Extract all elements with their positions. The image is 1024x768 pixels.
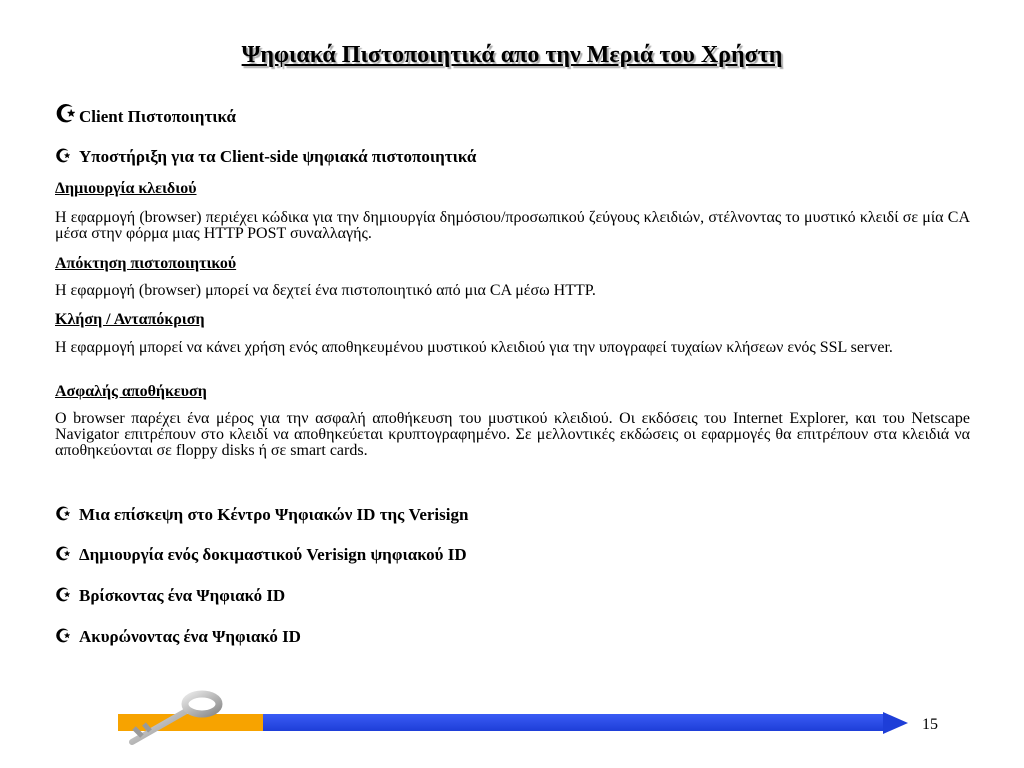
section-text-secure-storage: Ο browser παρέχει ένα μέρος για την ασφαλή αποθήκευση του μυστικού κλειδιού. Οι εκδόσεις του Internet Explorer, και του Netscape Navigator επιτρέπουν στο κλειδί να αποθηκεύεται κρυπτογραφημένο. Σε μελλοντικές εκδώσεις οι εφαρμογές θα επιτρέπουν στα κλειδιά να αποθηκεύονται σε floppy disks ή σε smart cards. <box>55 410 971 459</box>
bullet-client-side-support <box>55 146 476 167</box>
bullet-text: Μια επίσκεψη στο Κέντρο Ψηφιακών ID της Verisign <box>79 505 469 524</box>
bullet-client-certificates <box>55 100 236 129</box>
bullet-icon: ☪ <box>55 626 72 646</box>
bullet-icon: ☪ <box>55 585 72 605</box>
bullet-text: Ακυρώνοντας ένα Ψηφιακό ID <box>79 627 301 646</box>
bullet-text: Δημιουργία ενός δοκιμαστικού Verisign ψηφιακού ID <box>79 545 467 564</box>
bullet-test-id-creation <box>55 544 467 565</box>
bullet-icon: ☪ <box>55 102 77 128</box>
bullet-icon: ☪ <box>55 544 72 564</box>
section-text-challenge-response: Η εφαρμογή μπορεί να κάνει χρήση ενός αποθηκευμένου μυστικού κλειδιού για την υπογραφεί τυχαίων κλήσεων ενός SSL server. <box>55 339 893 356</box>
bullet-text: Βρίσκοντας ένα Ψηφιακό ID <box>79 586 286 605</box>
section-heading-secure-storage: Ασφαλής αποθήκευση <box>55 383 207 400</box>
bullet-text: Υποστήριξη για τα Client-side ψηφιακά πιστοποιητικά <box>79 147 477 166</box>
bullet-icon: ☪ <box>55 504 72 524</box>
section-text-key-generation: Η εφαρμογή (browser) περιέχει κώδικα για την δημιουργία δημόσιου/προσωπικού ζεύγους κλειδιών, στέλνοντας το μυστικό κλειδί σε μία CA μέσα στην φόρμα μιας HTTP POST συναλλαγής. <box>55 209 970 242</box>
bullet-finding-id <box>55 585 285 606</box>
page-number: 15 <box>922 716 938 733</box>
bullet-icon: ☪ <box>55 146 72 166</box>
bullet-revoking-id <box>55 626 301 647</box>
section-heading-challenge-response: Κλήση / Ανταπόκριση <box>55 311 205 328</box>
slide-title: Ψηφιακά Πιστοποιητικά απο την Μεριά του Χρήστη <box>241 42 783 68</box>
key-icon <box>118 690 228 750</box>
footer-bar-blue <box>263 714 883 731</box>
bullet-text: Client Πιστοποιητικά <box>79 107 236 126</box>
section-heading-key-generation: Δημιουργία κλειδιού <box>55 180 197 197</box>
bullet-verisign-visit <box>55 504 468 525</box>
section-text-certificate-acquisition: Η εφαρμογή (browser) μπορεί να δεχτεί ένα πιστοποιητικό από μια CA μέσω HTTP. <box>55 282 596 299</box>
footer-bar-arrow <box>883 712 908 734</box>
section-heading-certificate-acquisition: Απόκτηση πιστοποιητικού <box>55 255 237 272</box>
footer-bar <box>118 712 908 734</box>
